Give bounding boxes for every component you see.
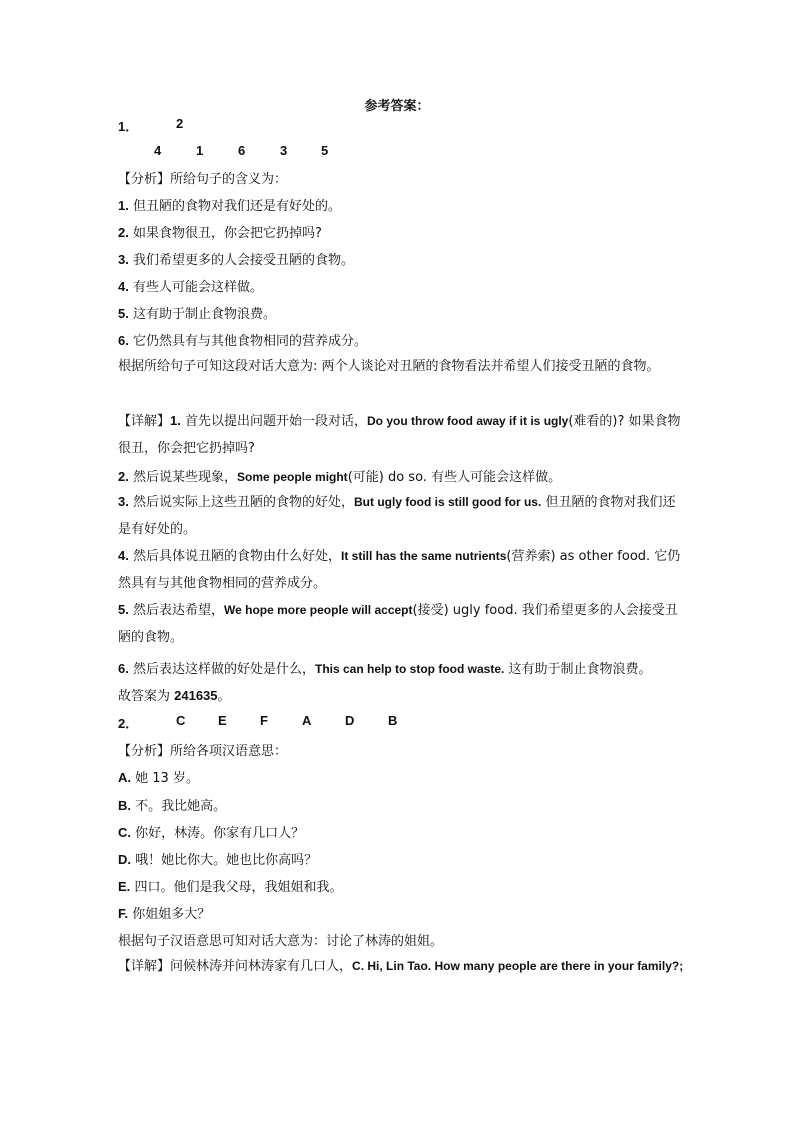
detail-item: 【详解】1. 首先以提出问题开始一段对话，Do you throw food away if it is ugly(难看的)? 如果食物很丑，你会把它扔掉吗?	[118, 413, 681, 456]
q1-answer: 6	[238, 143, 246, 158]
detail-label: 【详解】	[118, 414, 171, 429]
q2-answer: D	[345, 713, 355, 728]
meaning-item: 2. 如果食物很丑，你会把它扔掉吗?	[118, 225, 322, 241]
q1-answer: 5	[321, 143, 329, 158]
q2-detail: 【详解】问候林涛并问林涛家有几口人，C. Hi, Lin Tao. How many people are there in your family?;	[118, 959, 684, 974]
meaning-item: 1. 但丑陋的食物对我们还是有好处的。	[118, 198, 341, 214]
page-title: 参考答案：	[364, 99, 430, 114]
detail-item: 4. 然后具体说丑陋的食物由什么好处，It still has the same nutrients(营养索) as other food. 它仍然具有与其他食物相同的营养成分。	[118, 548, 681, 591]
q1-top-answer: 2	[176, 116, 184, 131]
option-item: E. 四口。他们是我父母，我姐姐和我。	[118, 879, 343, 895]
meaning-item: 3. 我们希望更多的人会接受丑陋的食物。	[118, 252, 354, 268]
q1-conclusion: 故答案为 241635。	[118, 688, 231, 704]
q2-answer: C	[176, 713, 186, 728]
detail-item: 6. 然后表达这样做的好处是什么，This can help to stop food waste. 这有助于制止食物浪费。	[118, 661, 652, 677]
analysis-intro: 所给各项汉语意思：	[170, 744, 288, 759]
analysis-label: 【分析】	[118, 172, 171, 187]
option-item: F. 你姐姐多大？	[118, 906, 211, 922]
q2-number: 2．	[118, 716, 139, 731]
q1-answer: 4	[154, 143, 162, 158]
meaning-item: 5. 这有助于制止食物浪费。	[118, 306, 276, 322]
q2-answer: F	[260, 713, 268, 728]
detail-item: 5. 然后表达希望，We hope more people will accept(接受) ugly food. 我们希望更多的人会接受丑陋的食物。	[118, 602, 678, 645]
detail-label: 【详解】	[118, 959, 171, 974]
q2-analysis-heading	[118, 740, 688, 759]
analysis-intro: 所给句子的含义为：	[170, 172, 288, 187]
detail-item: 2. 然后说某些现象，Some people might(可能) do so. 有些人可能会这样做。	[118, 469, 562, 485]
q2-answer: E	[218, 713, 227, 728]
detail-item: 3. 然后说实际上这些丑陋的食物的好处，But ugly food is still good for us. 但丑陋的食物对我们还是有好处的。	[118, 494, 676, 537]
option-item: D. 哦！她比你大。她也比你高吗？	[118, 852, 318, 868]
q2-answer: A	[302, 713, 312, 728]
option-item: A. 她 13 岁。	[118, 770, 199, 786]
q1-summary: 根据所给句子可知这段对话大意为: 两个人谈论对丑陋的食物看法并希望人们接受丑陋的食物。	[118, 359, 660, 374]
meaning-item: 6. 它仍然具有与其他食物相同的营养成分。	[118, 333, 367, 349]
q2-summary: 根据句子汉语意思可知对话大意为：讨论了林涛的姐姐。	[118, 934, 444, 949]
q1-answer: 3	[280, 143, 288, 158]
analysis-label: 【分析】	[118, 744, 171, 759]
q1-number: 1．	[118, 119, 139, 134]
q1-analysis-heading	[118, 168, 688, 187]
meaning-item: 4. 有些人可能会这样做。	[118, 279, 263, 295]
q1-answer: 1	[196, 143, 204, 158]
option-item: C. 你好，林涛。你家有几口人？	[118, 825, 305, 841]
option-item: B. 不。我比她高。	[118, 798, 227, 814]
q2-answer: B	[388, 713, 398, 728]
